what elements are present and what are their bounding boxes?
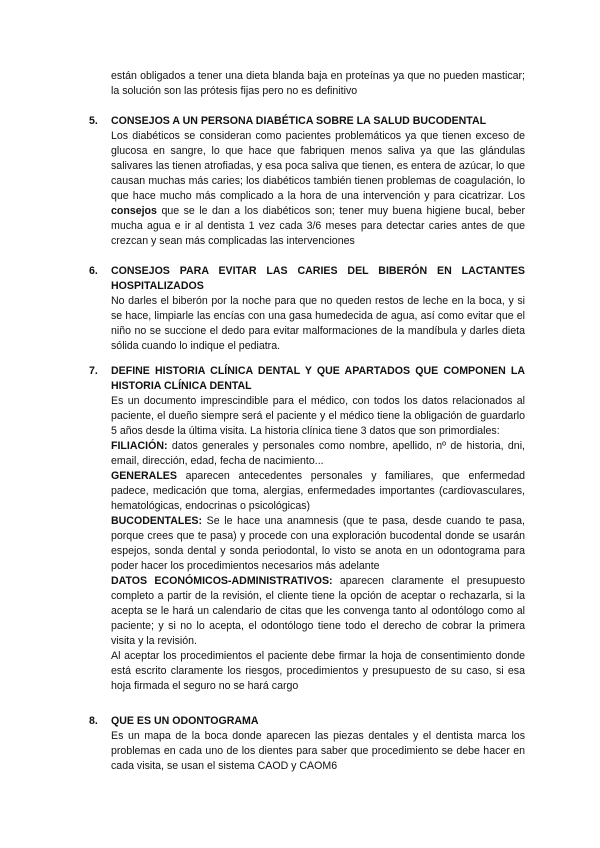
item-text: aparecen claramente el presupuesto completo a partir de la revisión, el cliente tiene la opción de aceptar o rechazarla, si la acepta se le hará un calendario de citas que les convenga tanto al odontólogo como al paciente; y si no lo acepta, el odontólogo tiene todo el derecho de cobrar la primera visita y la revisión. <box>111 575 525 647</box>
intro-paragraph: están obligados a tener una dieta blanda baja en proteínas ya que no pueden masticar; la solución son las prótesis fijas pero no es definitivo <box>111 70 525 97</box>
item-label: GENERALES <box>111 470 177 482</box>
item-label: FILIACIÓN: <box>111 440 168 452</box>
section-title: CONSEJOS PARA EVITAR LAS CARIES DEL BIBERÓN EN LACTANTES HOSPITALIZADOS <box>111 265 525 292</box>
section-number: 8. <box>89 715 98 727</box>
list-item-filiacion <box>111 439 525 469</box>
section-body <box>111 294 525 354</box>
section-heading <box>89 714 525 729</box>
section-6 <box>89 264 525 354</box>
section-number: 6. <box>89 265 98 277</box>
section-8 <box>89 714 525 774</box>
item-text: datos generales y personales como nombre, apellido, nº de historia, dni, email, dirección, edad, fecha de nacimiento... <box>111 440 525 467</box>
section-number: 7. <box>89 365 98 377</box>
section-title: QUE ES UN ODONTOGRAMA <box>111 715 259 727</box>
bold-term: consejos <box>111 205 157 217</box>
section-title: CONSEJOS A UN PERSONA DIABÉTICA SOBRE LA SALUD BUCODENTAL <box>111 115 487 127</box>
list-item-datos-economicos <box>111 574 525 649</box>
section-heading <box>89 114 525 129</box>
section-number: 5. <box>89 115 98 127</box>
section-paragraph <box>111 129 525 249</box>
section-body <box>111 394 525 694</box>
section-paragraph: Es un documento imprescindible para el médico, con todos los datos relacionados al paciente, el dueño siempre será el paciente y el médico tiene la obligación de guardarlo 5 años desde la última visita. La historia clínica tiene 3 datos que son primordiales: <box>111 395 525 437</box>
paragraph-text: Los diabéticos se consideran como pacientes problemáticos ya que tienen exceso de glucosa en sangre, lo que hace que fabriquen menos saliva ya que las glándulas salivares las tienen atrofiadas, y esa poca saliva que tienen, es entera de azúcar, lo que causan muchas más caries; los diabéticos también tienen problemas de coagulación, lo que hace mucho más complicado a la hora de una intervención y para cicatrizar. Los <box>111 130 525 202</box>
section-paragraph: No darles el biberón por la noche para que no queden restos de leche en la boca, y si se hace, limpiarle las encías con una gasa humedecida de agua, así como evitar que el niño no se succione el dedo para evitar malformaciones de la mandíbula y darles dieta sólida cuando lo indique el pediatra. <box>111 295 525 352</box>
section-body <box>111 729 525 774</box>
section-body <box>111 129 525 249</box>
item-text: aparecen antecedentes personales y familiares, que enfermedad padece, medicación que toma, alergias, enfermedades importantes (cardiovasculares, hematológicas, endocrinas o psicológicas) <box>111 470 525 512</box>
section-5 <box>89 114 525 249</box>
section-heading <box>89 364 525 394</box>
item-label: BUCODENTALES: <box>111 515 203 527</box>
item-label: DATOS ECONÓMICOS-ADMINISTRATIVOS: <box>111 575 333 587</box>
section-paragraph: Es un mapa de la boca donde aparecen las piezas dentales y el dentista marca los problemas en cada uno de los dientes para saber que procedimiento se debe hacer en cada visita, se usan el sistema CAOD y CAOM6 <box>111 730 525 772</box>
list-item-generales <box>111 469 525 514</box>
paragraph-text: que se le dan a los diabéticos son; tener muy buena higiene bucal, beber mucha agua e ir al dentista 1 vez cada 3/6 meses para detectar caries antes de que crezcan y sean más complicadas las intervenciones <box>111 205 525 247</box>
list-item-bucodentales <box>111 514 525 574</box>
section-7 <box>89 364 525 694</box>
section-heading <box>89 264 525 294</box>
item-text: Se le hace una anamnesis (que te pasa, desde cuando te pasa, porque crees que te pasa) y procede con una exploración bucodental donde se usarán espejos, sonda dental y sonda periodontal, lo visto se anota en un odontograma para poder hacer los procedimientos necesarios más adelante <box>111 515 526 572</box>
closing-paragraph: Al aceptar los procedimientos el paciente debe firmar la hoja de consentimiento donde está escrito claramente los riesgos, procedimientos y presupuesto de su caso, si esa hoja firmada el seguro no se hará cargo <box>111 650 525 692</box>
section-title: DEFINE HISTORIA CLÍNICA DENTAL Y QUE APARTADOS QUE COMPONEN LA HISTORIA CLÍNICA DENTAL <box>111 365 525 392</box>
